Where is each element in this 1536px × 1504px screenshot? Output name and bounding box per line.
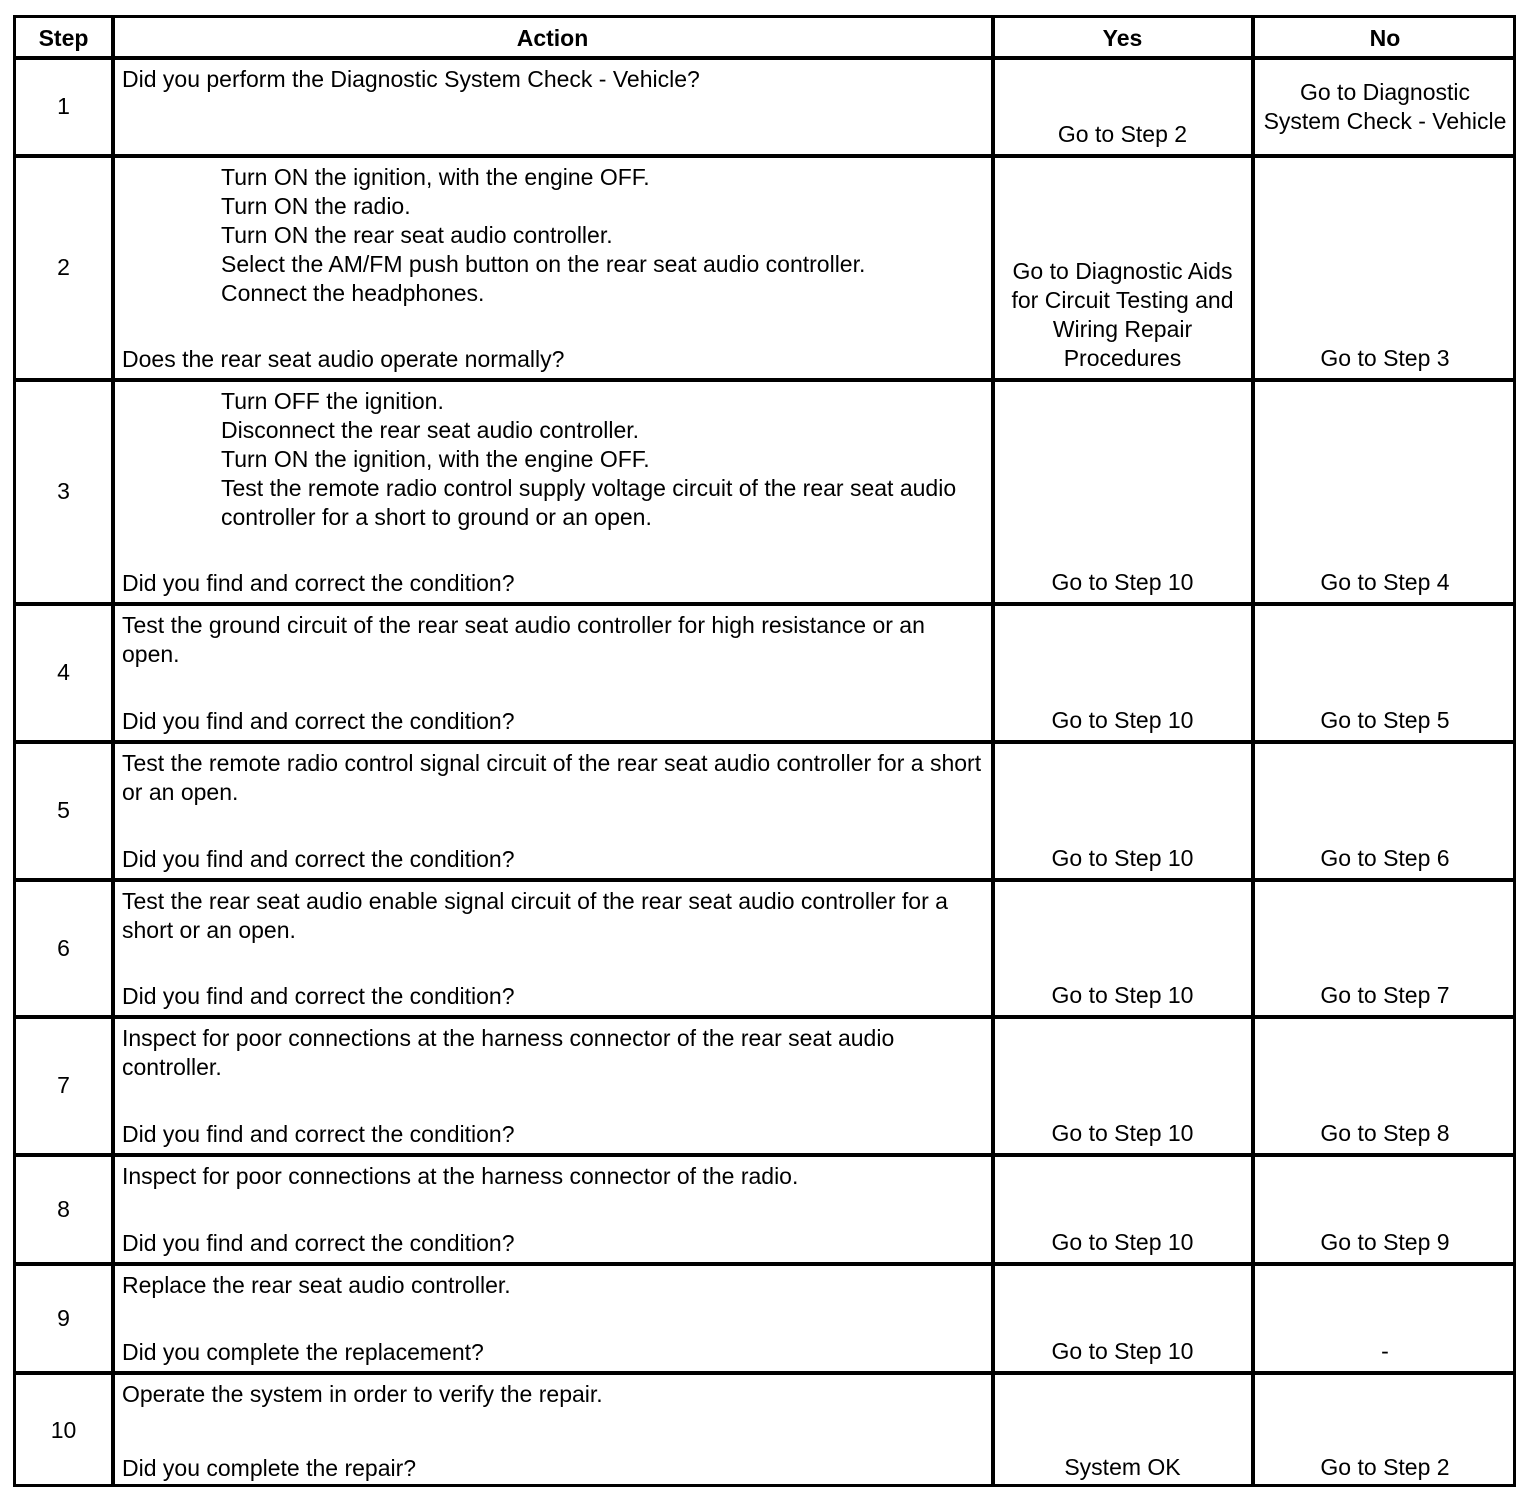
action-body [122,1380,983,1409]
action-cell [114,881,991,1015]
action-question: Did you find and correct the condition? [122,1121,515,1147]
yes-result: Go to Diagnostic Aids for Circuit Testing and Wiring Repair Procedures [1011,258,1234,371]
action-body [122,65,983,94]
step-number: 9 [57,1304,70,1331]
yes-result: System OK [1064,1454,1181,1480]
action-instruction: Test the remote radio control signal circuit of the rear seat audio controller for a short or an open. [122,750,982,805]
action-instruction: Test the ground circuit of the rear seat audio controller for high resistance or an open. [122,612,925,667]
no-result: Go to Step 9 [1320,1229,1450,1255]
action-instruction: Turn ON the ignition, with the engine OFF. [221,446,650,472]
action-instruction: Turn OFF the ignition. [221,388,444,414]
yes-result: Go to Step 10 [1051,569,1194,595]
action-question: Does the rear seat audio operate normally? [122,346,565,372]
action-instruction: Test the remote radio control supply voltage circuit of the rear seat audio controller for a short to ground or an open. [221,475,957,530]
action-cell [114,1265,991,1371]
action-question: Did you find and correct the condition? [122,708,515,734]
action-instruction: Inspect for poor connections at the harness connector of the radio. [122,1163,799,1189]
action-instruction: Replace the rear seat audio controller. [122,1272,511,1298]
no-result: Go to Step 3 [1320,345,1450,371]
step-number: 6 [57,934,70,961]
column-header-no: No [1369,25,1401,51]
action-body [122,387,983,532]
action-instruction: Test the rear seat audio enable signal circuit of the rear seat audio controller for a short or an open. [122,888,948,943]
yes-result: Go to Step 10 [1051,845,1194,871]
action-body [122,163,983,308]
action-instruction: Did you perform the Diagnostic System Check - Vehicle? [122,66,700,92]
yes-result: Go to Step 10 [1051,707,1194,733]
yes-result: Go to Step 10 [1051,982,1194,1008]
action-instruction: Turn ON the rear seat audio controller. [221,222,613,248]
action-body [122,1271,983,1300]
action-instruction: Turn ON the radio. [221,193,411,219]
action-instruction: Operate the system in order to verify the repair. [122,1381,603,1407]
action-body [122,611,983,669]
yes-result: Go to Step 2 [1057,121,1188,147]
no-result: Go to Step 8 [1320,1120,1450,1146]
column-header-yes: Yes [1102,25,1143,51]
no-result: Go to Step 6 [1320,845,1450,871]
step-number: 4 [57,659,70,685]
action-cell [114,1374,991,1487]
action-question: Did you find and correct the condition? [122,1230,515,1256]
step-number: 2 [57,254,70,280]
action-question: Did you find and correct the condition? [122,846,515,872]
action-body [122,1162,983,1191]
no-result: - [1381,1338,1389,1364]
action-cell [114,59,991,154]
action-question: Did you complete the replacement? [122,1339,484,1365]
yes-result: Go to Step 10 [1051,1338,1194,1364]
step-number: 3 [57,478,70,504]
action-body [122,887,983,945]
action-instruction: Select the AM/FM push button on the rear seat audio controller. [221,251,866,277]
no-result: Go to Step 4 [1320,569,1450,595]
column-header-step: Step [38,25,89,51]
yes-result: Go to Step 10 [1051,1120,1194,1146]
action-instruction: Inspect for poor connections at the harness connector of the rear seat audio controller. [122,1025,895,1080]
action-cell [114,605,991,740]
no-result: Go to Step 2 [1320,1454,1450,1480]
step-number: 7 [57,1072,70,1098]
column-header-action: Action [516,25,589,51]
action-instruction: Turn ON the ignition, with the engine OFF. [221,164,650,190]
action-cell [114,1018,991,1153]
step-number: 10 [50,1417,77,1443]
no-result: Go to Step 7 [1320,982,1450,1008]
action-cell [114,1156,991,1262]
action-instruction: Connect the headphones. [221,280,485,306]
step-number: 5 [57,797,70,823]
action-instruction: Disconnect the rear seat audio controller. [221,417,640,443]
action-question: Did you find and correct the condition? [122,983,515,1009]
action-question: Did you find and correct the condition? [122,570,515,596]
no-result: Go to Step 5 [1320,707,1450,733]
yes-result: Go to Step 10 [1051,1229,1194,1255]
step-number: 8 [57,1195,70,1222]
step-number: 1 [57,93,70,119]
action-cell [114,743,991,878]
action-cell [114,157,991,378]
no-result: Go to Diagnostic System Check - Vehicle [1263,79,1507,134]
action-question: Did you complete the repair? [122,1455,417,1481]
action-cell [114,381,991,602]
action-body [122,1024,983,1082]
action-body [122,749,983,807]
